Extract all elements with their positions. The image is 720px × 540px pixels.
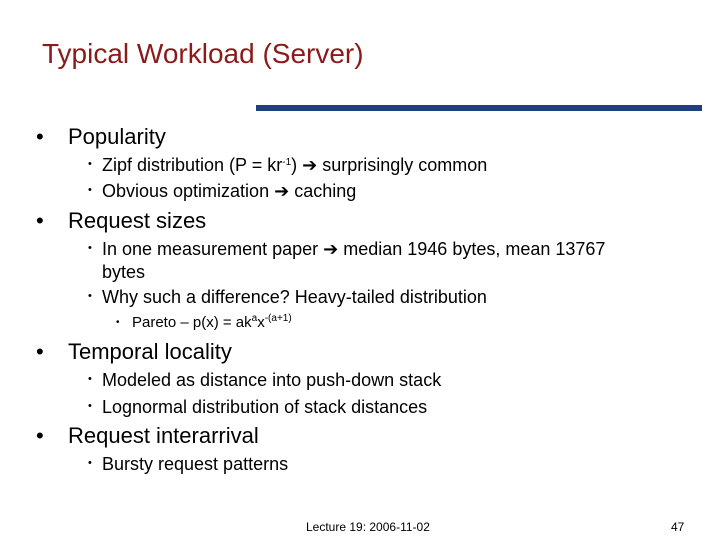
bullet-label: Request interarrival	[68, 423, 259, 448]
bullet-dot-icon: •	[36, 124, 44, 149]
bullet-label: Request sizes	[68, 208, 207, 233]
right-arrow-icon: ➔	[323, 239, 339, 260]
bullet-dot-icon: •	[36, 208, 44, 233]
bullet-label: Temporal locality	[68, 339, 232, 364]
bullet-dot-icon: •	[88, 373, 92, 385]
bullet-label: Popularity	[68, 124, 166, 149]
bullet-dot-icon: •	[88, 400, 92, 412]
sub-bullet-text: Why such a difference? Heavy-tailed distribution	[102, 287, 487, 307]
right-arrow-icon: ➔	[302, 155, 318, 176]
sub-bullet-text: Bursty request patterns	[102, 454, 289, 474]
bullet-dot-icon: •	[88, 158, 92, 170]
bullet-dot-icon: •	[36, 423, 44, 448]
right-arrow-icon: ➔	[274, 181, 290, 202]
bullet-dot-icon: •	[36, 339, 44, 364]
bullet-dot-icon: •	[116, 317, 120, 328]
bullet-dot-icon: •	[88, 242, 92, 254]
page-number: 47	[671, 520, 685, 534]
sub-bullet-text: In one measurement paper ➔ median 1946 bytes, mean 13767	[102, 239, 606, 260]
slide-title: Typical Workload (Server)	[42, 38, 364, 69]
sub-bullet-text-continued: bytes	[102, 262, 146, 282]
bullet-dot-icon: •	[88, 290, 92, 302]
sub-bullet-text: Lognormal distribution of stack distances	[102, 397, 428, 417]
bullet-dot-icon: •	[88, 184, 92, 196]
slide-footer: Lecture 19: 2006-11-02	[306, 520, 430, 534]
sub-sub-bullet-text: Pareto – $p(x) = ak^ax^{-(a+1)}$	[132, 313, 292, 331]
bullet-dot-icon: •	[88, 457, 92, 469]
sub-bullet-text: Zipf distribution $(P = kr^{-1})$ ➔ surprisingly common	[102, 155, 488, 176]
sub-bullet-text: Modeled as distance into push-down stack	[102, 370, 442, 390]
sub-bullet-text: Obvious optimization ➔ caching	[102, 181, 357, 202]
